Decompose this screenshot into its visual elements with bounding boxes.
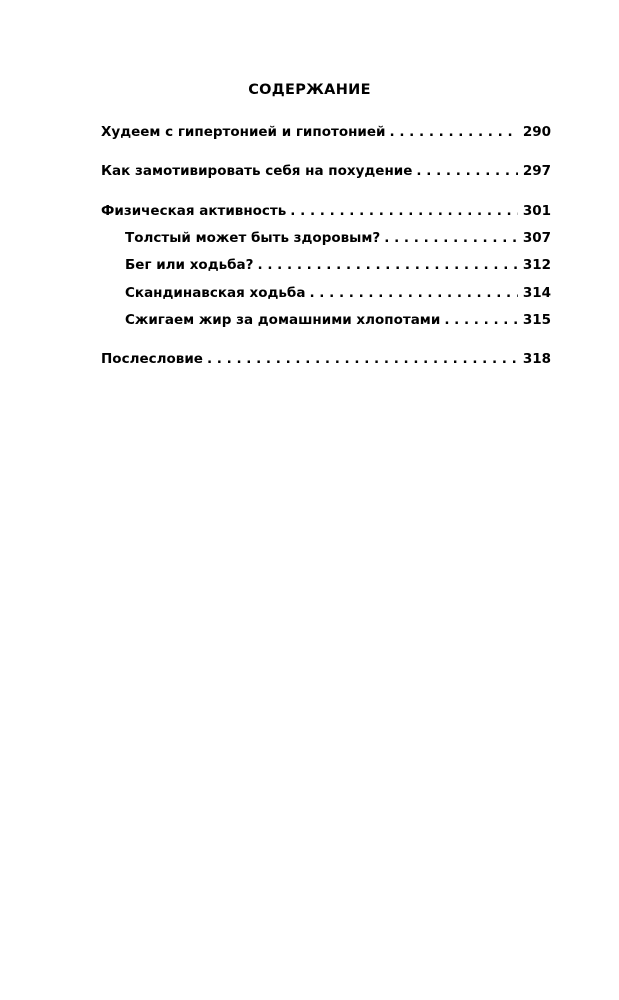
- toc-dot-leader: [258, 256, 518, 274]
- toc-entry-page: 297: [522, 163, 551, 179]
- toc-dot-leader: [290, 202, 518, 220]
- toc-entry-label: Физическая активность: [101, 203, 287, 219]
- toc-subentry: [125, 311, 551, 329]
- toc-dot-leader: [207, 350, 518, 368]
- toc-entry: [101, 202, 551, 220]
- toc-entry-label: Скандинавская ходьба: [125, 285, 306, 301]
- toc-entry: [101, 350, 551, 368]
- toc-subentry: [125, 229, 551, 247]
- toc-entry: [101, 123, 551, 141]
- toc-entry-label: Худеем с гипертонией и гипотонией: [101, 124, 386, 140]
- toc-title: СОДЕРЖАНИЕ: [248, 82, 371, 98]
- toc-subentry: [125, 284, 551, 302]
- toc-entry-page: 307: [522, 230, 551, 246]
- toc-entry-label: Как замотивировать себя на похудение: [101, 163, 413, 179]
- toc-dot-leader: [444, 311, 518, 329]
- toc-entry-page: 318: [522, 351, 551, 367]
- toc-entry-label: Послесловие: [101, 351, 203, 367]
- toc-entry-label: Сжигаем жир за домашними хлопотами: [125, 312, 441, 328]
- toc-entry-page: 315: [522, 312, 551, 328]
- toc-subentry: [125, 256, 551, 274]
- toc-entry-page: 290: [522, 124, 551, 140]
- toc-entry-page: 314: [522, 285, 551, 301]
- toc-dot-leader: [309, 284, 517, 302]
- toc-dot-leader: [390, 123, 518, 141]
- toc-entry-page: 301: [522, 203, 551, 219]
- toc-entry-label: Бег или ходьба?: [125, 257, 254, 273]
- toc-dot-leader: [384, 229, 518, 247]
- toc-entry-page: 312: [522, 257, 551, 273]
- toc-dot-leader: [416, 162, 517, 180]
- toc-entry: [101, 162, 551, 180]
- toc-entry-label: Толстый может быть здоровым?: [125, 230, 381, 246]
